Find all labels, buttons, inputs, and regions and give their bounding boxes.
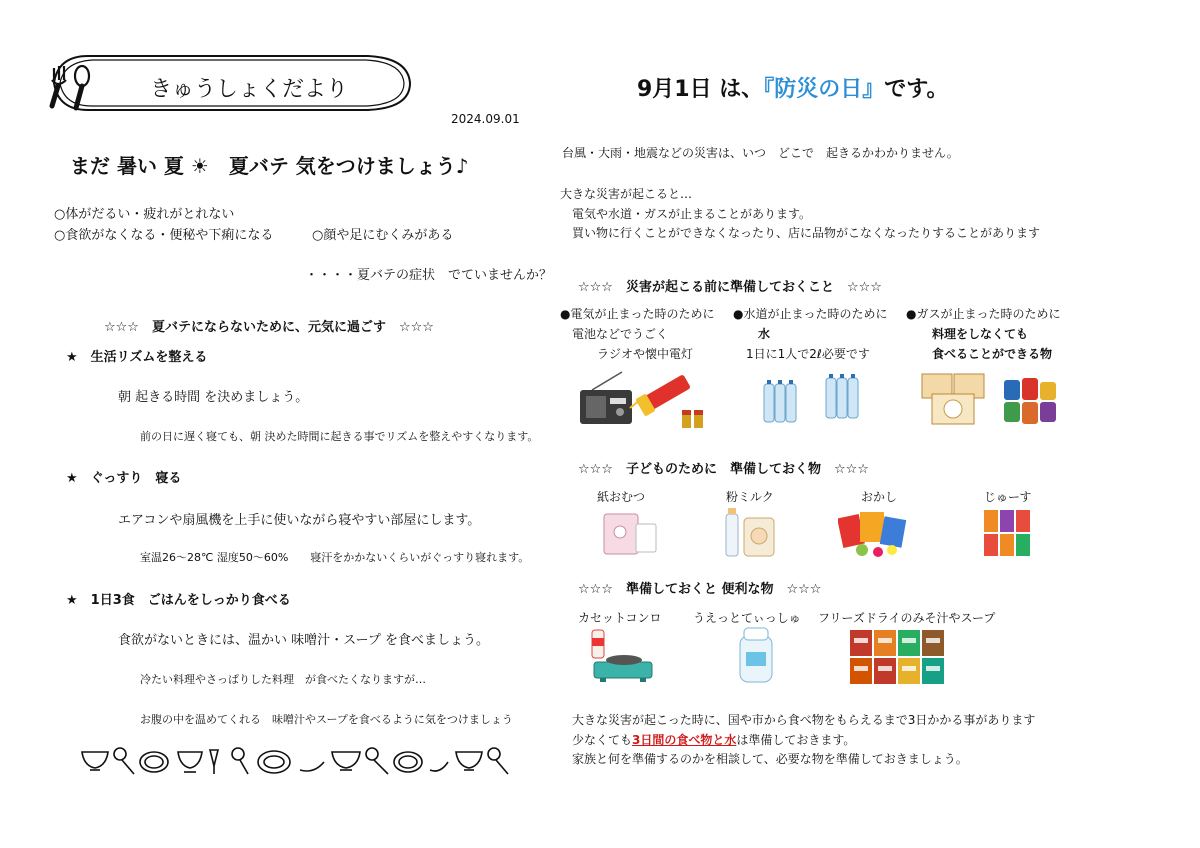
freeze-dried-soup-image <box>848 628 946 686</box>
closing-line-2-highlight: 3日間の食べ物と水 <box>632 733 737 747</box>
disaster-title-suffix: です。 <box>884 77 949 102</box>
disaster-when-heading: 大きな災害が起こると… <box>560 187 693 201</box>
disaster-title-prefix: 9月1日 は、 <box>637 77 764 102</box>
section-rhythm-line-2: 前の日に遅く寝ても、朝 決めた時間に起きる事でリズムを整えやすくなります。 <box>140 430 539 443</box>
diapers-image <box>600 508 660 558</box>
prepare-electric-line-2: 電池などでうごく <box>572 327 669 341</box>
symptom-question: ・・・・夏バテの症状 でていませんか？ <box>305 268 553 283</box>
closing-line-2-post: は準備しておきます。 <box>736 733 856 747</box>
disaster-day-title <box>637 72 949 103</box>
water-bottles-image <box>762 372 872 424</box>
prevention-heading: ☆☆☆ 夏バテにならないために、元気に過ごす ☆☆☆ <box>104 320 434 335</box>
useful-item-stove: カセットコンロ <box>578 611 662 625</box>
section-rhythm-title: ★ 生活リズムを整える <box>66 350 208 365</box>
closing-line-3: 家族と何を準備するのかを相談して、必要な物を準備しておきましょう。 <box>572 752 968 766</box>
section-meals-line-1: 食欲がないときには、温かい 味噌汁・スープ を食べましょう。 <box>118 633 489 648</box>
prepare-gas-line-1: ●ガスが止まった時のために <box>906 307 1061 321</box>
issue-date: 2024.09.01 <box>451 112 520 126</box>
useful-item-freeze-dried: フリーズドライのみそ汁やスープ <box>818 611 996 625</box>
kids-item-diapers: 紙おむつ <box>597 490 646 504</box>
prepare-electric-line-3: ラジオや懐中電灯 <box>597 347 694 361</box>
symptom-3: ○顔や足にむくみがある <box>312 228 454 243</box>
symptom-2: ○食欲がなくなる・便秘や下痢になる <box>54 228 274 243</box>
disaster-intro: 台風・大雨・地震などの災害は、いつ どこで 起きるかわかりません。 <box>562 146 959 160</box>
prepare-heading: ☆☆☆ 災害が起こる前に準備しておくこと ☆☆☆ <box>578 280 882 295</box>
radio-flashlight-image <box>578 370 718 430</box>
closing-line-1: 大きな災害が起こった時に、国や市から食べ物をもらえるまで3日かかる事があります <box>572 713 1036 727</box>
symptom-1: ○体がだるい・疲れがとれない <box>54 207 235 222</box>
kids-item-snacks: おかし <box>861 490 898 504</box>
prepare-electric-line-1: ●電気が止まった時のために <box>560 307 715 321</box>
newsletter-title: きゅうしょくだより <box>150 77 349 102</box>
fork-spoon-icon <box>46 58 106 114</box>
section-sleep-line-1: エアコンや扇風機を上手に使いながら寝やすい部屋にします。 <box>118 513 481 528</box>
prepare-gas-line-3: 食べることができる物 <box>932 347 1053 361</box>
section-sleep-line-2: 室温26～28℃ 湿度50～60% 寝汗をかかないくらいがぐっすり寝れます。 <box>140 551 530 564</box>
summer-heat-heading: まだ 暑い 夏 ☀ 夏バテ 気をつけましょう♪ <box>70 154 469 178</box>
prepare-water-line-3: 1日に1人で2ℓ必要です <box>746 347 870 361</box>
section-meals-line-3: お腹の中を温めてくれる 味噌汁やスープを食べるように気をつけましょう <box>140 713 513 726</box>
section-meals-title: ★ 1日3食 ごはんをしっかり食べる <box>66 593 291 608</box>
closing-line-2-pre: 少なくても <box>572 733 633 747</box>
disaster-when-line-1: 電気や水道・ガスが止まることがあります。 <box>572 207 812 221</box>
disaster-title-accent: 『防災の日』 <box>763 77 885 102</box>
kids-item-formula: 粉ミルク <box>726 490 774 504</box>
prepare-gas-line-2: 料理をしなくても <box>932 327 1029 341</box>
section-meals-line-2: 冷たい料理やさっぱりした料理 が食べたくなりますが… <box>140 673 426 686</box>
prepare-water-line-1: ●水道が止まった時のために <box>733 307 888 321</box>
kids-item-juice: じゅーす <box>984 490 1032 504</box>
prepare-water-line-2: 水 <box>758 327 771 341</box>
useful-item-wet-tissue: うえっとてぃっしゅ <box>693 611 801 625</box>
snacks-image <box>838 508 910 558</box>
emergency-food-image <box>920 372 1060 430</box>
gas-stove-image <box>586 628 656 684</box>
closing-line-2 <box>572 731 855 748</box>
section-rhythm-line-1: 朝 起きる時間 を決めましょう。 <box>118 390 309 405</box>
useful-heading: ☆☆☆ 準備しておくと 便利な物 ☆☆☆ <box>578 582 822 597</box>
baby-formula-image <box>722 506 778 560</box>
kids-heading: ☆☆☆ 子どものために 準備しておく物 ☆☆☆ <box>578 462 869 477</box>
wet-tissue-image <box>734 626 778 684</box>
disaster-when-line-2: 買い物に行くことができなくなったり、店に品物がこなくなったりすることがあります <box>572 226 1041 240</box>
bowl-spoon-border-icon <box>78 744 518 778</box>
section-sleep-title: ★ ぐっすり 寝る <box>66 471 182 486</box>
juice-image <box>982 506 1034 560</box>
